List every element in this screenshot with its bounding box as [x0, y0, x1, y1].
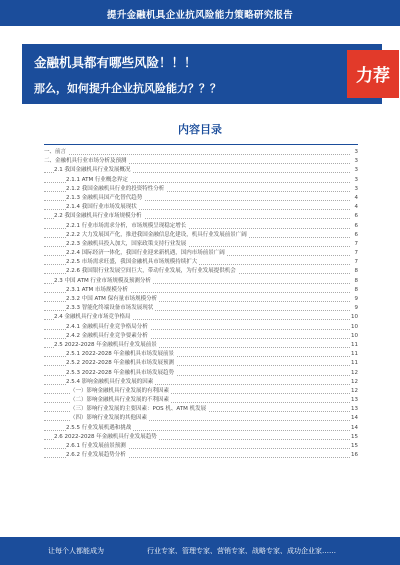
toc-row[interactable]: [44, 313, 358, 322]
toc-row-page: 13: [350, 405, 358, 414]
toc-row-page: 16: [350, 451, 358, 460]
toc-row-page: 10: [350, 332, 358, 341]
toc-row-page: 3: [354, 157, 359, 166]
toc-row-label: 二、金融机具行业市场分析及预测: [44, 157, 129, 166]
toc-row-page: 6: [354, 212, 359, 221]
toc-row-page: 11: [350, 350, 358, 359]
toc-row-label: 2.5.4 影响金融机具行业发展的因素: [66, 378, 155, 387]
toc-row-label: （一）影响金融机具行业发展的有利因素: [70, 387, 171, 396]
banner-subheadline: 那么，如何提升企业抗风险能力？？？: [34, 82, 221, 95]
toc-row-label: 2.2.5 市场需求旺盛，我国金融机具市场规模持续扩大: [66, 258, 199, 267]
toc-row[interactable]: [44, 277, 358, 286]
toc-row[interactable]: [44, 341, 358, 350]
toc-row[interactable]: [44, 359, 358, 368]
toc-row-label: （四）影响行业发展的其他因素: [70, 414, 149, 423]
toc-row-page: 7: [354, 249, 359, 258]
toc-row-label: 2.3.2 中国 ATM 保有量市场规模分析: [66, 295, 159, 304]
toc-row-page: 12: [350, 387, 358, 396]
toc-row[interactable]: [44, 267, 358, 276]
toc-row[interactable]: [44, 176, 358, 185]
toc-row[interactable]: [44, 212, 358, 221]
toc-row[interactable]: [44, 194, 358, 203]
toc-row-page: 12: [350, 378, 358, 387]
toc-row-page: 4: [354, 203, 359, 212]
toc-row-label: 2.3.1 ATM 市场规模分析: [66, 286, 130, 295]
toc-row[interactable]: [44, 424, 358, 433]
toc-row-label: 2.2.3 金融机具投入加大，国家政策支持行业发展: [66, 240, 188, 249]
toc-row-page: 7: [354, 240, 359, 249]
toc-row-label: 2.1.3 金融机具国产化替代趋势: [66, 194, 144, 203]
toc-row[interactable]: [44, 433, 358, 442]
toc-row-label: 2.4.2 金融机具行业竞争要素分析: [66, 332, 150, 341]
toc-row-label: 2.6 2022-2028 年金融机具行业发展趋势: [54, 433, 159, 442]
toc-row[interactable]: [44, 378, 358, 387]
toc-row-label: 2.4.1 金融机具行业竞争格局分析: [66, 323, 150, 332]
toc-row-label: 2.5.5 行业发展机遇和挑战: [66, 424, 133, 433]
toc-row[interactable]: [44, 442, 358, 451]
toc-leader: [44, 154, 350, 155]
toc-row[interactable]: [44, 166, 358, 175]
toc-row-label: 2.2.4 国际经济一体化，我国行业迎来新机遇，国内市场前景广阔: [66, 249, 227, 258]
toc-row-label: 2.5.1 2022-2028 年金融机具市场发展前景: [66, 350, 176, 359]
footer-bar: [0, 537, 400, 565]
toc-row-label: 2.3.3 智能化终端设备市场发展现状: [66, 304, 155, 313]
toc-row[interactable]: [44, 240, 358, 249]
toc-row-label: （三）影响行业发展的主要因素：POS 机、ATM 机发展: [70, 405, 208, 414]
toc-row-page: 15: [350, 433, 358, 442]
toc-row-page: 8: [354, 267, 359, 276]
toc-row-page: 15: [350, 442, 358, 451]
toc-row-page: 13: [350, 396, 358, 405]
toc-row-page: 11: [350, 359, 358, 368]
toc-row[interactable]: [44, 249, 358, 258]
toc-row-label: 2.3 中国 ATM 行业市场规模及预测分析: [54, 277, 153, 286]
toc-row-label: （二）影响金融机具行业发展的不利因素: [70, 396, 171, 405]
toc-row[interactable]: [44, 304, 358, 313]
toc-row-page: 9: [354, 295, 359, 304]
toc-title: 内容目录: [178, 123, 222, 136]
toc-row-label: 2.1.4 我国行业市场发展现状: [66, 203, 139, 212]
toc-row-label: 一、前言: [44, 148, 68, 157]
toc-row-page: 3: [354, 166, 359, 175]
toc-row-label: 2.6.1 行业发展前景预测: [66, 442, 128, 451]
toc-row[interactable]: [44, 323, 358, 332]
banner-headline: 金融机具都有哪些风险！！！: [34, 55, 197, 70]
toc-row-page: 8: [354, 286, 359, 295]
toc-row-page: 8: [354, 277, 359, 286]
footer-slogan: 让每个人都能成为: [48, 547, 104, 555]
toc-row[interactable]: [44, 157, 358, 166]
toc-row-page: 11: [350, 341, 358, 350]
report-title: 提升金融机具企业抗风险能力策略研究报告: [106, 10, 294, 21]
toc-row-label: 2.4 金融机具行业市场竞争格局: [54, 313, 133, 322]
toc-row[interactable]: [44, 295, 358, 304]
toc-row-page: 10: [350, 313, 358, 322]
toc-row-label: 2.2 我国金融机具行业市场规模分析: [54, 212, 144, 221]
toc-row-label: 2.2.2 大力发展国产化，推进我国金融信息化建设，机具行业发展前景广阔: [66, 231, 249, 240]
toc-row-page: 3: [354, 176, 359, 185]
toc-row-page: 10: [350, 323, 358, 332]
toc-row[interactable]: [44, 286, 358, 295]
toc-row-label: 2.2.1 行业市场需求分析，市场规模呈现稳定增长: [66, 222, 188, 231]
toc-row-label: 2.1.2 我国金融机具行业的投资特性分析: [66, 185, 166, 194]
toc-row[interactable]: [44, 332, 358, 341]
toc-row-page: 9: [354, 304, 359, 313]
toc-row-page: 6: [354, 231, 359, 240]
toc-row[interactable]: [44, 203, 358, 212]
toc-row[interactable]: [44, 222, 358, 231]
toc-row-page: 7: [354, 258, 359, 267]
toc-row[interactable]: [44, 396, 358, 405]
toc-row-label: 2.5 2022-2028 年金融机具行业发展前景: [54, 341, 159, 350]
toc-row-page: 14: [350, 414, 358, 423]
recommend-badge: [347, 50, 399, 98]
toc-row-label: 2.5.3 2022-2028 年金融机具市场发展趋势: [66, 369, 176, 378]
toc-row[interactable]: [44, 387, 358, 396]
toc-row[interactable]: [44, 350, 358, 359]
toc-row-page: 4: [354, 194, 359, 203]
toc-row-page: 3: [354, 185, 359, 194]
header-bar: [0, 0, 400, 26]
promo-banner: [22, 44, 382, 104]
toc-row[interactable]: [44, 451, 358, 460]
toc-row-page: 14: [350, 424, 358, 433]
toc-row-label: 2.1 我国金融机具行业发展概况: [54, 166, 133, 175]
toc-row[interactable]: [44, 369, 358, 378]
badge-label: 力荐: [356, 66, 390, 86]
toc-row[interactable]: [44, 405, 358, 414]
toc-row[interactable]: [44, 231, 358, 240]
toc-row-page: 12: [350, 369, 358, 378]
toc-row-page: 6: [354, 222, 359, 231]
toc-row-label: 2.5.2 2022-2028 年金融机具市场发展预测: [66, 359, 176, 368]
toc-row-label: 2.6.2 行业发展趋势分析: [66, 451, 128, 460]
table-of-contents: [44, 144, 358, 460]
toc-row-label: 2.1.1 ATM 行业概念界定: [66, 176, 130, 185]
footer-roles: 行业专家、管理专家、营销专家、战略专家、成功企业家……: [147, 547, 336, 555]
toc-row-label: 2.2.6 我国银行业发展空间巨大，带动行业发展，为行业发展提供机会: [66, 267, 238, 276]
toc-row[interactable]: [44, 148, 358, 157]
toc-row[interactable]: [44, 258, 358, 267]
toc-row[interactable]: [44, 414, 358, 423]
toc-row-page: 3: [354, 148, 359, 157]
toc-row[interactable]: [44, 185, 358, 194]
